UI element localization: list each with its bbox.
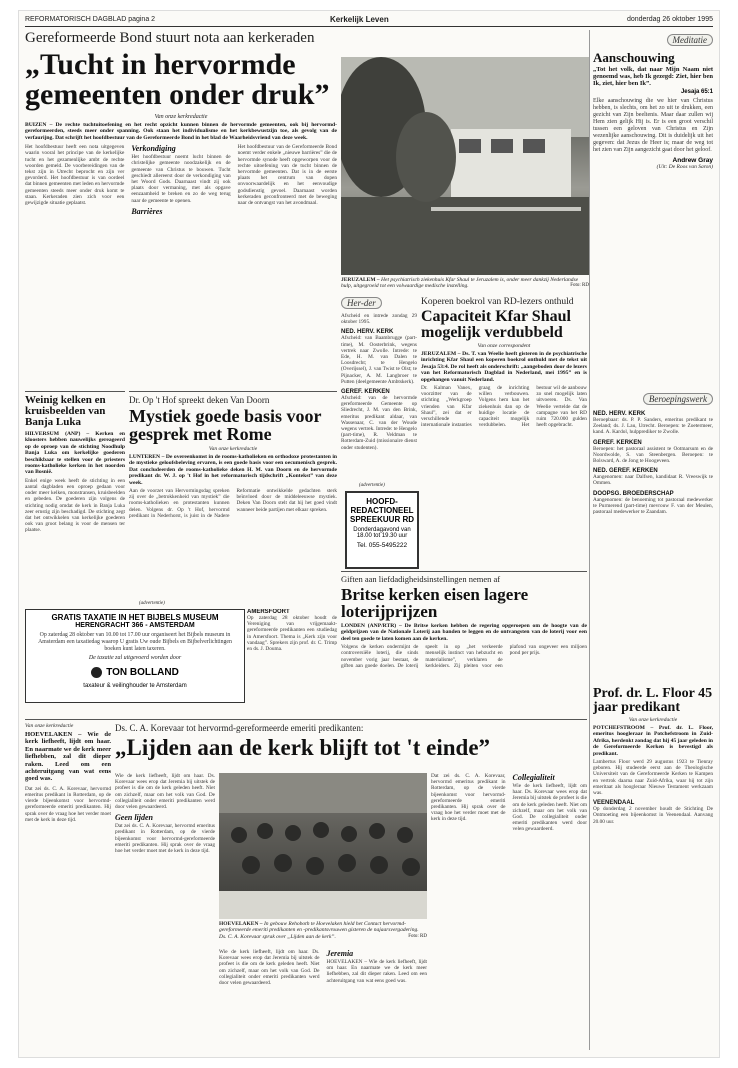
header-section: Kerkelijk Leven — [330, 15, 389, 24]
kelken-article — [25, 395, 125, 600]
kfar-columns — [421, 385, 587, 428]
sidebar-divider — [589, 30, 590, 1050]
main-subhead-2: Barrières — [131, 206, 163, 216]
korevaar-left — [25, 723, 111, 1053]
mystiek-kicker: Dr. Op 't Hof spreekt deken Van Doorn — [129, 395, 270, 405]
korevaar-col-c-text-2: Wie de kerk liefheeft, lijdt om haar. Ds. Korevaar wees erop dat Jeremia bij uitstek de profeet is die om de kerk geleden heeft. Niet om zichzelf, maar om het volk van God. De collegialiteit onder emeriti predikanten werd door velen gewaardeerd. — [512, 783, 587, 833]
header-publication: REFORMATORISCH DAGBLAD pagina 2 — [25, 16, 156, 23]
photo-hoevelaken-scene — [219, 773, 427, 919]
lotto-kicker: Giften aan liefdadigheidsinstellingen nemen af — [341, 574, 501, 584]
beroepingswerk — [593, 389, 713, 684]
main-body-2: Het hoofdbestuur noemt lucht binnen de christelijke gemeente noodzakelijk en de gemeente van Christus te bouwen. Tucht geschiedt allereerst door de verkondiging van het Woord Gods. Daarnaast vindt zij ook plaats door vermaning, met als opgave eenzaamheid te breken en zo de weg terug naar de gemeente te openen. — [131, 154, 231, 204]
rule-korevaar — [25, 719, 587, 720]
photo-hoevelaken-caption-text: In gebouw Rehoboth te Hoevelaken hield het Contact hervormd-gereformeerde emeriti predikanten en -predikantsvrouwen gisteren de najaarsvergadering. Ds. C. A. Korevaar sprak over „Lijden aan de kerk”. — [219, 921, 419, 940]
korevaar-col-b-inner — [219, 949, 427, 987]
photo-top-credit: Foto: RD — [570, 283, 589, 289]
meditatie-body: Elke aanschouwing die we hier van Christus hebben, is slechts, om het zo uit te drukken, een gezicht van Zijn beeltenis. Maar daar zullen wij Hem zien gelijk Hij is. Er is een groot verschil tussen een geloven van Christus en Zijn wezenlijke aanschouwing. Dit is duidelijk uit het gegeven: dat Jezus de Heer is; maar de weg tot het zien van Zijn aangezicht gaat door het geloof. — [593, 97, 713, 153]
main-byline: Van onze kerkredactie — [154, 114, 208, 120]
bw-text-3: Aangenomen: naar Dalfsen, kandidaat R. Vreeswijk te Ommen. — [593, 474, 713, 487]
korevaar-headline: „Lijden aan de kerk blijft tot 't einde” — [115, 735, 491, 760]
photo-kfar-shaul-scene — [341, 57, 589, 275]
herder-head-2: GEREF. KERKEN — [341, 389, 390, 396]
kelken-headline: Weinig kelken en kruisbeelden van Banja Luka — [25, 395, 106, 428]
korevaar-col-a — [115, 773, 215, 1053]
kelken-body: Enkel enige week heeft de stichting in een aantal dagbladen een oproep gedaan voor onder meer kelken, monstransen, kruisbeelden en gebeden. De goederen zijn volgens de stichting nodig omdat de kerk in Banja Luka zeer ernstig zijn beschadigd. De stichting zegt dat het ontwikkelen van kerkelijke goederen ook van groot belang is voor de mensen ter plaatse. — [25, 477, 125, 534]
photo-top-caption-lead: JERUZALEM – — [341, 277, 380, 283]
lotto-columns — [341, 644, 587, 669]
main-headline: „Tucht in hervormde gemeenten onder druk” — [25, 48, 330, 111]
korevaar-lead: HOEVELAKEN – Wie de kerk liefheeft, lijdt om haar. En naarmate we de kerk meer liefhebben, zal dit dieper raken. Leed om een achteruitgang van wat eens goed was. — [25, 731, 111, 783]
kfar-headline: Capaciteit Kfar Shaul mogelijk verdubbeld — [421, 308, 571, 341]
main-article — [25, 30, 337, 380]
main-columns — [25, 144, 337, 216]
lotto-article — [341, 574, 587, 714]
ad-1-logo-icon — [91, 667, 102, 678]
mystiek-headline: Mystiek goede basis voor gesprek met Rome — [129, 406, 322, 444]
photo-kfar-shaul — [341, 57, 589, 275]
herder-head-1: NED. HERV. KERK — [341, 329, 394, 336]
ad-1-footer: taxateur & veilinghouder te Amsterdam — [83, 683, 187, 690]
rule-kelken — [25, 391, 125, 392]
beroepingswerk-tag: Beroepingswerk — [643, 393, 713, 405]
herder-title-row — [341, 293, 417, 311]
header-rule — [25, 26, 713, 27]
korevaar-kicker: Ds. C. A. Korevaar tot hervormd-gereformeerde emeriti predikanten: — [115, 723, 364, 733]
korevaar-col-c — [431, 773, 587, 1053]
rule-mystiek — [129, 391, 337, 392]
floor-body: Lambertus Floor werd 29 augustus 1923 te Tienray geboren. Hij studeerde eerst aan de Theologische Universiteit van de Gereformeerde Kerken te Kampen en vertrok daarna naar Zuid-Afrika, waar hij tot zijn emeritaat als hoogleraar Nieuwe Testament werkzaam was. — [593, 759, 713, 797]
amersfoort-note — [247, 609, 337, 704]
meditatie-reference: Jesaja 65:1 — [680, 88, 713, 95]
photo-top-caption — [341, 277, 589, 290]
bw-head-4: DOOPSG. BROEDERSCHAP — [593, 490, 674, 497]
korevaar-subhead-1: Geen lijden — [115, 813, 153, 823]
korevaar-col-c-text: Dat zei ds. C. A. Korevaar, hervormd emeritus predikant in Rotterdam, op de vierde bijeenkomst voor hervormd-gereformeerde emeriti predikanten. Hij sprak over de vraag hoe het verder moet met de kerk in deze tijd. — [431, 773, 506, 823]
korevaar-subhead-3: Collegialiteit — [512, 773, 555, 782]
photo-hoevelaken-caption — [219, 921, 427, 940]
herder-text-2: Afscheid: van de hervormde gereformeerde Gemeente op Sliedrecht, J. M. van den Brink, emeritus predikant aldaar, van Wassenaar, C. van der Woude wegens vertrek. Intrede: te Hengelo (part-time), R. Veldman te Rotterdam-Zuid (missionaire dienst onder studenten). — [341, 395, 417, 451]
ad-1-name: TON BOLLAND — [106, 667, 179, 679]
ad-1-name-row — [26, 663, 244, 681]
korevaar-byline: Van onze kerkredactie — [25, 723, 74, 729]
bw-head-1: NED. HERV. KERK — [593, 411, 646, 417]
kfar-byline: Van onze correspondent — [477, 343, 531, 349]
photo-hoevelaken-credit: Foto: RD — [408, 933, 427, 939]
ad-1-subtext: De taxatie zal uitgevoerd worden door — [88, 655, 182, 662]
main-body: Het hoofdbestuur heeft een nota uitgegeven waarin vooral het principe van de kerkelijke tucht en het gezamenlijke ambt de rechte woorden gemeld. De voorbereidingen van de tekst zijn in Utrecht beprocht en zijn ver gevorderd. Het hoofdbestuur is van oordeel dat binnen gemeenten met leden en hervormde gemeenten steeds meer onder druk komt te staan. Kerkeraden zien zich voor een gewijzigde situatie geplaatst. — [25, 144, 125, 207]
page-header — [25, 14, 713, 26]
kfar-shaul-article — [421, 297, 587, 567]
mystiek-lead: LUNTEREN – De overeenkomst in de rooms-katholieken en orthodoxe protestanten in de mystieke geloofsbeleving ervaren, is een goede basis voor een oecumenisch gesprek. Dat concludeerden de rooms-katholieke deken H. M. van Doorn en de hervormde predikant dr. W. J. op 't Hof in het reformatorisch tijdschrift „Kontekst” van deze week. — [129, 454, 337, 486]
herder-title: Her-der — [341, 297, 382, 309]
lotto-lead: LONDEN (ANP/RTR) – De Britse kerken hebben de regering opgeroepen om de hoogte van de geldprijzen van de Nationale Loterij aan banden te leggen en de ontvangsten van de loterij voor een deel ten goede te laten komen aan de kerken. — [341, 623, 587, 642]
herder-text-1: Afscheid: van Baambrugge (part-time), M. Oosterbrink, wegens vertrek naar Zwolle. Intrede: te Ede, H. M. van Dalen te Loosdrecht; te Hengelo (Overijssel), J. van Twist te Olst; te Pijnacker, A. M. Langbroer te Putten (deelgemeente Ambtskerk). — [341, 335, 417, 385]
lotto-headline: Britse kerken eisen lagere loterijprijzen — [341, 585, 529, 621]
photo-hoevelaken — [219, 773, 427, 919]
bw-head-3: NED. GEREF. KERKEN — [593, 468, 658, 475]
meditatie — [593, 30, 713, 386]
ad-2-phone: Tel. 055-5495222 — [356, 542, 408, 549]
mystiek-columns — [129, 488, 337, 519]
korevaar-col-c-inner — [431, 773, 587, 833]
meditatie-verse: „Tot het volk, dat naar Mijn Naam niet genoemd was, heb Ik gezegd: Ziet, hier ben Ik, ziet, hier ben Ik”. — [593, 66, 713, 88]
floor-lead: POTCHEFSTROOM – Prof. dr. L. Floor, emeritus hoogleraar in Potchefstroom in Zuid-Afrika, herdenkt zondag dat hij 45 jaar geleden in de Gereformeerde Kerken is bevestigd als predikant. — [593, 725, 713, 757]
kfar-kicker: Koperen boekrol van RD-lezers onthuld — [421, 297, 574, 307]
korevaar-body: Dat zei ds. C. A. Korevaar, hervormd emeritus predikant in Rotterdam, op de vierde bijeenkomst voor hervormd-gereformeerde emeriti predikanten. Hij sprak over de vraag hoe het verder moet met de kerk in deze tijd. — [25, 785, 111, 823]
photo-top-caption-text: Het psychiatrisch ziekenhuis Kfar Shaul te Jeruzalem is, onder meer dankzij Nederlandse hulp, uitgegroeid tot een volwaardige medische instelling. — [341, 277, 579, 290]
floor-byline: Van onze kerkredactie — [628, 717, 678, 723]
header-date: donderdag 26 oktober 1995 — [626, 16, 713, 23]
ad-1-label: (advertentie) — [139, 601, 165, 606]
meditatie-author: Andrew Gray — [672, 156, 713, 164]
korevaar-col-text-2: Dat zei ds. C. A. Korevaar, hervormd emeritus predikant in Rotterdam, op de vierde bijeenkomst voor hervormd-gereformeerde emeriti predikanten. Hij sprak over de vraag hoe het verder moet met de kerk in deze tijd. — [115, 823, 215, 855]
main-lead: BUIZEN – De rechte tuchtuitoefening en het recht opzicht kunnen binnen de hervormde gemeenten, ook bij hervormd-gereformeerden, steeds meer onder spanning. Ook staan het individualisme en het kerkbewustzijn toe, als gevolg van de verfaurijng. Dat schrijft het hoofdbestuur van de Gereformeerde Bond in het blad de Waarheidsvriend van deze week. — [25, 122, 337, 141]
amersfoort-head: AMERSFOORT — [247, 609, 290, 615]
herder-intro: Afscheid en intrede zondag 29 oktober 1995. — [341, 313, 417, 326]
photo-hoevelaken-caption-lead: HOEVELAKEN – — [219, 921, 263, 927]
herder-column — [341, 293, 417, 481]
floor-note: Op donderdag 2 november houdt de Stichting De Ontmoeting een bijeenkomst in Veenendaal. Aanvang 20.00 uur. — [593, 806, 713, 825]
floor-article — [593, 687, 713, 1051]
bw-text-1: Beroepbaar: ds. P. P. Sanders, emeritus predikant te Zeeland; ds. J. Lau, Utrecht. Beroepen: te Zoetermeer, kand. A. Kardol, hulpprediker te Zwolle. — [593, 417, 713, 436]
bw-text-4: Aangenomen: de benoeming tot pastoraal medewerker te Purmerend (part-time) mevrouw F. van der Meulen, pastoraal medewerker te Zaandam. — [593, 496, 713, 516]
bw-head-2: GEREF. KERKEN — [593, 439, 642, 446]
korevaar-subhead-2: Jeremia — [326, 949, 354, 958]
main-body-3: Het hoofdbestuur van de Gereformeerde Bond noemt verder enkele „nieuwe barrières” die de hervormde synode heeft opgeworpen voor de rechte uitoefening van de tucht binnen de hervormde gemeenten. Dat is in de eerste plaats het centrum van dopen onvoorwaardelijk en het eenvoudige godsdienstig gevoel. Daarnaast worden kerkeraden geconfronteerd met de beweging naar de ontvangst van het avondmaal. — [237, 144, 337, 207]
ad-1-address: HERENGRACHT 366 - AMSTERDAM — [75, 622, 195, 629]
ad-1-title: GRATIS TAXATIE IN HET BIJBELS MUSEUM — [51, 613, 219, 622]
ad-1-text: Op zaterdag 28 oktober van 10.00 tot 17.00 uur organiseert het Bijbels museum in Amsterdam een taxatiedag waarop U gratis Uw oude Bijbels en Bijbelverlichtingen boeken kunt laten taxeren. — [38, 632, 232, 652]
mystiek-body: Aan de voorzet van Hervormingsdag spreken zij over de „betrokkenheid van mystiek” die rooms-katholieken en protestanten kunnen delen. Volgens dr. Op 't Hof, hervormd predikant in Nederhorst, is juist in de Nadere Reformatie ontwikkelde gedachten sterk beïnvloed door de middeleeuwse mystiek. Deken Van Doorn stelt dat hij het goed vindt wanneer beide partijen met elkaar spreken. — [129, 488, 337, 519]
lotto-body: Volgens de kerken ondermijnt de controversiële loterij, die sinds november vorig jaar bestaat, de giften aan goede doelen. De loterij speelt in op „het verkeerde menselijk instinct van hebzucht en materialisme”, verklaren de kerkleiders. Zij pleiten voor een plafond van ongeveer een miljoen pond per prijs. — [341, 644, 587, 669]
kfar-lead: JERUZALEM – Ds. T. van Weelie heeft gisteren in de psychiatrische inrichting Kfar Shaul een koperen boekrol onthuld met de tekst uit Jesaja 53:4. De rol heeft als onderschrift: „aangeboden door de lezers van het Reformatorisch Dagblad in Nederland, mei 1995” en is opgehangen vanuit Nederland. — [421, 351, 587, 383]
korevaar-col-text: Wie de kerk liefheeft, lijdt om haar. Ds. Korevaar wees erop dat Jeremia bij uitstek de profeet is die om de kerk geleden heeft. Niet om zichzelf, maar om het volk van God. De collegialiteit onder emeriti predikanten werd door velen gewaardeerd. — [115, 773, 215, 811]
korevaar-col-b-text-2: HOEVELAKEN – Wie de kerk liefheeft, lijdt om haar. En naarmate we de kerk meer liefhebben, zal dit dieper raken. Leed om een achteruitgang van wat eens goed was. — [326, 959, 427, 984]
meditatie-tag: Meditatie — [667, 34, 714, 46]
korevaar-heading — [115, 723, 587, 769]
floor-headline: Prof. dr. L. Floor 45 jaar predikant — [593, 687, 713, 715]
mystiek-byline: Van onze kerkredactie — [208, 446, 258, 452]
newspaper-page — [19, 11, 719, 1057]
korevaar-col-b — [219, 949, 427, 1053]
kelken-lead: HILVERSUM (ANP) – Kerken en kloosters hebben nauwelijks gereageerd op de oproep van de stichting Noodhulp Banja Luka om kerkelijke goederen beschikbaar te stellen voor de priesters rooms-katholieke kerken in het noorden van Bosnië. — [25, 431, 125, 476]
ad-2-title: HOOFD-REDACTIONEEL SPREEKUUR RD — [349, 497, 414, 524]
main-kicker: Gereformeerde Bond stuurt nota aan kerkeraden — [25, 30, 315, 46]
ad-bijbels-museum — [25, 609, 245, 703]
korevaar-col-b-text: Wie de kerk liefheeft, lijdt om haar. Ds. Korevaar wees erop dat Jeremia bij uitstek de profeet is die om de kerk geleden heeft. Niet om zichzelf, maar om het volk van God. De collegialiteit onder emeriti predikanten werd door velen gewaardeerd. — [219, 949, 320, 987]
mystiek-article — [129, 395, 337, 600]
rule-lotto — [341, 571, 587, 572]
kfar-body: Dr. Kalman Vanex, voorzitter van de stichting „Werkgroep vrienden van Kfar Shaul”, zei dat er verschillende internationale instanties graag de inrichting willen verbouwen. Volgens hem kan het ziekenhuis dan op de huidige locatie de capaciteit mogelijk verdubbelen. Het bestuur wil de aanbouw zo snel mogelijk laten uitvoeren. Ds. Van Weelie vertelde dat de campagne van het RD ruim 720.000 gulden heeft opgebracht. — [421, 385, 587, 429]
ad-2-label: (advertentie) — [359, 483, 385, 488]
main-subhead-1: Verkondiging — [131, 144, 176, 154]
ad-spreekuur — [345, 491, 419, 569]
meditatie-title: Aanschouwing — [593, 50, 675, 65]
floor-note-head: VEENENDAAL — [593, 800, 635, 807]
amersfoort-text: Op zaterdag 28 oktober houdt de Vereniging van vrijgemaakt-gereformeerde predikanten een studiedag in Amersfoort. Thema is „Kerk zijn voor vandaag”. Sprekers zijn prof. dr. C. Trimp en ds. J. Douma. — [247, 615, 337, 653]
bw-text-2: Beroepen: het pastoraal assistent te Ootmarsum en de Noordwolde, S. van Steenbergen. Beroepen: te Bolsward, A. de Jong te Hoogeveen. — [593, 445, 713, 465]
meditatie-author-note: (Uit: De Roos van Saron) — [656, 163, 713, 170]
ad-2-time: Donderdagavond van 18.00 tot 19.30 uur — [353, 527, 411, 539]
